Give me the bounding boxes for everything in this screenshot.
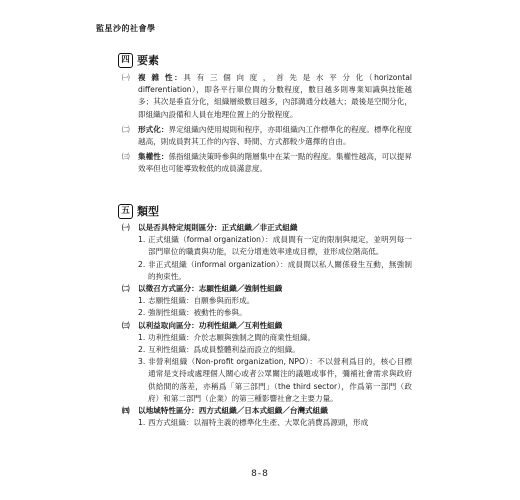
type-group-heading: ㈣ 以地域特性區分：西方式組織／日本式組織／台灣式組織 [122, 405, 412, 417]
numbered-item: 2. 互利性組織：爲成員整體利益而設立的組織。 [138, 345, 300, 355]
numbered-item: 1. 功利性組織：介於志願與強制之間的商業性組織。 [138, 332, 316, 342]
page-number: 8-8 [251, 469, 269, 479]
numbered-item: 2. 強制性組織：被動性的參與。 [138, 308, 247, 318]
numbered-item: 1. 正式組織（formal organization）：成員間有一定的限制與規定，並明列每一部門單位的職責與功能，以充分增進效率達成目標，並形成位階高低。 [138, 235, 412, 257]
running-header: 監星沙的社會學 [96, 24, 156, 33]
section-title: 類型 [137, 205, 159, 218]
item-text: 係指組織決策時參與的階層集中在某一點的程度。集權性越高，可以提昇效率但也可能導致較低的成員滿意度。 [138, 152, 413, 174]
type-group-heading: ㈠ 以是否具特定規則區分：正式組織／非正式組織 [122, 222, 412, 234]
section-title: 要素 [137, 54, 159, 67]
list-marker: ㈣ [122, 406, 130, 416]
list-marker: ㈢ [122, 320, 130, 330]
numbered-item: 3. 非營利組織（Non-profit organization, NPO）：不以營利爲目的，核心目標通常是支持或處理個人關心或者公眾關注的議題或事件，彌補社會需求與政府供給間的落差，亦稱爲「第三部門」（the third sector），作爲第一部門（政府）和第二部門（企業）的第三種影響社會之主要力量。 [138, 357, 412, 403]
list-marker: ㈢ [122, 152, 130, 162]
list-item [122, 72, 412, 121]
section-number-badge: 四 [118, 53, 133, 68]
types-list [122, 222, 412, 429]
list-item [122, 151, 412, 175]
numbered-item: 2. 非正式組織（informal organization）：成員間以私人關係發生互動，無強制的拘束性。 [138, 259, 412, 281]
numbered-item: 1. 西方式組織：以福特主義的標準化生產、大眾化消費爲源頭，形成 [138, 418, 369, 428]
list-item [122, 124, 412, 148]
item-text: 具 有 三 個 向 度 ， 首 先 是 水 平 分 化（horizontal differentiation），即各平行單位間的分數程度，數目越多則專業知識與技能越多；其次是垂直分化，組織層級數目越多，內部溝通分歧越大；最後是空間分化，即組織內設備和人員在地理位置上的分散程度。 [138, 73, 412, 119]
list-marker: ㈠ [122, 223, 130, 232]
type-group-heading: ㈡ 以徵召方式區分：志願性組織／強制性組織 [122, 283, 412, 295]
numbered-item: 1. 志願性組織：自願參與而形成。 [138, 296, 255, 306]
section-heading-elements [118, 52, 159, 68]
elements-list [122, 72, 412, 179]
list-marker: ㈠ [122, 73, 130, 82]
type-group-heading: ㈢ 以利益取向區分：功利性組織／互利性組織 [122, 320, 412, 332]
item-text: 界定組織內使用規則和程序，亦即組織內工作標準化的程度。標準化程度越高，則成員對其工作的內容、時間、方式都較少選擇的自由。 [138, 124, 413, 147]
section-number-badge: 五 [118, 204, 133, 219]
item-heading: 複 雜 性： [138, 73, 184, 82]
item-heading: 集權性： [138, 152, 169, 162]
list-marker: ㈡ [122, 284, 130, 294]
section-heading-types [118, 203, 159, 219]
item-heading: 形式化： [138, 124, 169, 134]
list-marker: ㈡ [122, 124, 130, 134]
